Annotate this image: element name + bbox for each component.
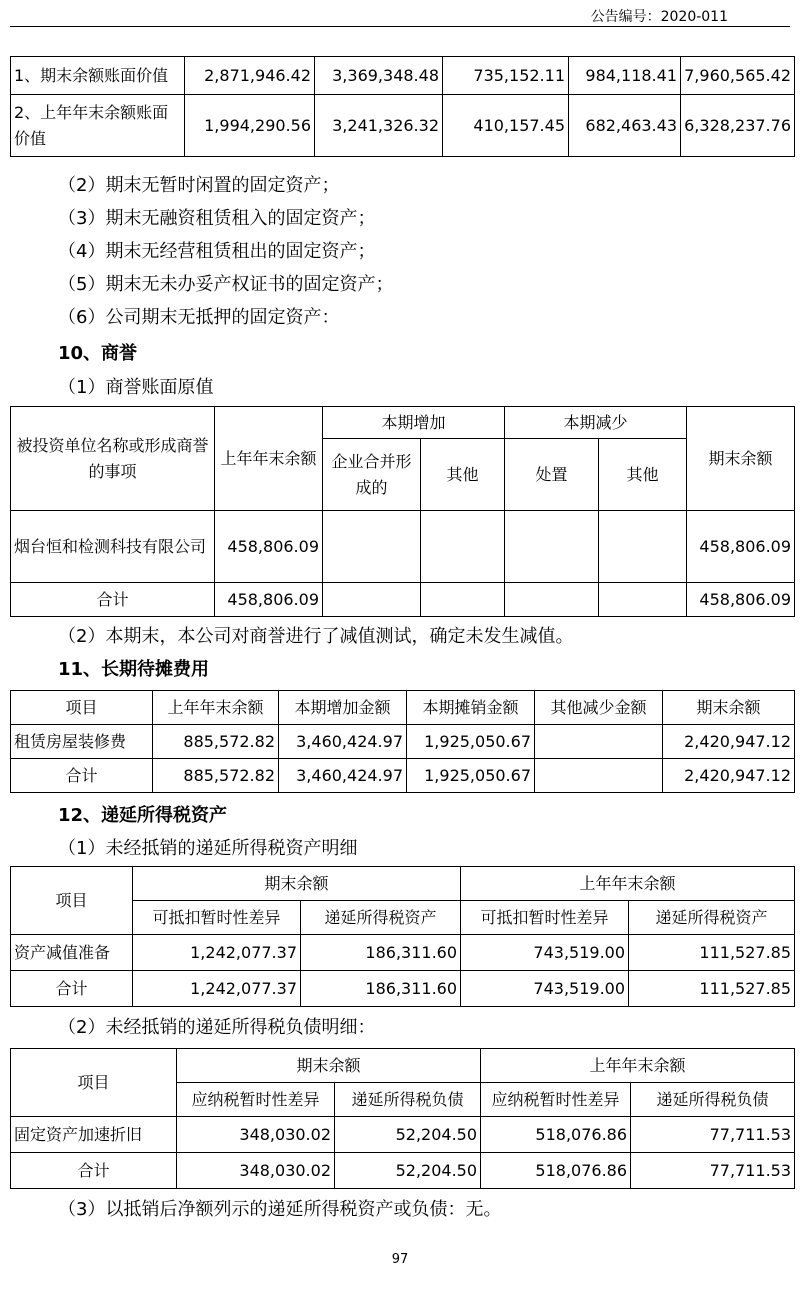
cell-value: 518,076.86 — [481, 1153, 631, 1189]
section-heading-dta: 12、递延所得税资产 — [58, 805, 228, 826]
row-label: 合计 — [11, 759, 153, 793]
cell-value: 6,328,237.76 — [681, 95, 795, 157]
header-increase: 本期增加金额 — [279, 691, 407, 725]
row-label: 烟台恒和检测科技有限公司 — [11, 511, 215, 583]
cell-value: 1,242,077.37 — [133, 935, 301, 971]
cell-value: 348,030.02 — [177, 1117, 335, 1153]
table-header-row — [11, 407, 795, 439]
header-deferred-tax-liability: 递延所得税负债 — [631, 1083, 795, 1117]
table-row — [11, 759, 795, 793]
cell-value — [535, 725, 663, 759]
cell-value: 735,152.11 — [443, 57, 569, 95]
cell-value: 518,076.86 — [481, 1117, 631, 1153]
header-entity: 被投资单位名称或形成商誉的事项 — [11, 407, 215, 511]
row-label: 1、期末余额账面价值 — [11, 57, 185, 95]
header-other-increase: 其他 — [421, 439, 505, 511]
table-row — [11, 511, 795, 583]
goodwill-subheading: （1）商誉账面原值 — [58, 377, 214, 398]
cell-value: 885,572.82 — [153, 759, 279, 793]
goodwill-note: （2）本期末，本公司对商誉进行了减值测试，确定未发生减值。 — [58, 626, 574, 647]
cell-value: 77,711.53 — [631, 1117, 795, 1153]
header-closing: 期末余额 — [133, 867, 461, 901]
table-row — [11, 583, 795, 617]
cell-value: 348,030.02 — [177, 1153, 335, 1189]
cell-value: 52,204.50 — [335, 1153, 481, 1189]
table-row — [11, 725, 795, 759]
header-opening: 上年年末余额 — [153, 691, 279, 725]
header-disposal: 处置 — [505, 439, 599, 511]
cell-value: 2,420,947.12 — [663, 725, 795, 759]
header-increase: 本期增加 — [323, 407, 505, 439]
header-deferred-tax-asset: 递延所得税资产 — [629, 901, 795, 935]
table-row — [11, 935, 795, 971]
header-other-decrease: 其他 — [599, 439, 687, 511]
cell-value: 458,806.09 — [215, 583, 323, 617]
table-header-row — [11, 691, 795, 725]
table-row — [11, 95, 795, 157]
cell-value: 984,118.41 — [569, 57, 681, 95]
header-decrease: 本期减少 — [505, 407, 687, 439]
header-deferred-tax-liability: 递延所得税负债 — [335, 1083, 481, 1117]
cell-value: 743,519.00 — [461, 935, 629, 971]
header-item: 项目 — [11, 867, 133, 935]
dta-subheading: （1）未经抵销的递延所得税资产明细 — [58, 838, 358, 859]
deferred-tax-liability-table — [10, 1048, 795, 1189]
fixed-asset-note: （6）公司期末无抵押的固定资产： — [58, 307, 340, 328]
fixed-asset-note: （5）期末无未办妥产权证书的固定资产； — [58, 274, 394, 295]
cell-value: 1,925,050.67 — [407, 725, 535, 759]
cell-value: 3,460,424.97 — [279, 725, 407, 759]
cell-value: 111,527.85 — [629, 935, 795, 971]
cell-value: 2,871,946.42 — [185, 57, 315, 95]
table-header-row — [11, 1049, 795, 1083]
cell-value: 743,519.00 — [461, 971, 629, 1007]
cell-value — [535, 759, 663, 793]
announcement-code: 公告编号：2020-011 — [590, 9, 728, 25]
header-opening: 上年年末余额 — [481, 1049, 795, 1083]
cell-value: 458,806.09 — [215, 511, 323, 583]
header-taxable-difference: 应纳税暂时性差异 — [177, 1083, 335, 1117]
table-header-row — [11, 867, 795, 901]
goodwill-table — [10, 406, 795, 617]
header-amortized: 本期摊销金额 — [407, 691, 535, 725]
cell-value: 7,960,565.42 — [681, 57, 795, 95]
cell-value: 1,925,050.67 — [407, 759, 535, 793]
cell-value: 682,463.43 — [569, 95, 681, 157]
row-label: 资产减值准备 — [11, 935, 133, 971]
fixed-asset-note: （4）期末无经营租赁租出的固定资产； — [58, 241, 376, 262]
fixed-asset-book-value-table — [10, 56, 795, 157]
section-heading-goodwill: 10、商誉 — [58, 343, 138, 364]
fixed-asset-note: （2）期末无暂时闲置的固定资产； — [58, 175, 340, 196]
cell-value: 52,204.50 — [335, 1117, 481, 1153]
fixed-asset-note: （3）期末无融资租赁租入的固定资产； — [58, 208, 376, 229]
header-deferred-tax-asset: 递延所得税资产 — [301, 901, 461, 935]
cell-value: 458,806.09 — [687, 583, 795, 617]
cell-value: 1,242,077.37 — [133, 971, 301, 1007]
table-row — [11, 1117, 795, 1153]
header-closing: 期末余额 — [177, 1049, 481, 1083]
cell-value: 2,420,947.12 — [663, 759, 795, 793]
header-deductible-difference: 可抵扣暂时性差异 — [461, 901, 629, 935]
cell-value: 410,157.45 — [443, 95, 569, 157]
section-heading-ltpe: 11、长期待摊费用 — [58, 659, 210, 680]
cell-value: 1,994,290.56 — [185, 95, 315, 157]
row-label: 2、上年年末余额账面价值 — [11, 95, 185, 157]
row-label: 合计 — [11, 1153, 177, 1189]
cell-value: 885,572.82 — [153, 725, 279, 759]
page-number: 97 — [391, 1252, 409, 1267]
table-row — [11, 971, 795, 1007]
cell-value: 186,311.60 — [301, 971, 461, 1007]
cell-value: 3,241,326.32 — [315, 95, 443, 157]
deferred-tax-net-note: （3）以抵销后净额列示的递延所得税资产或负债：无。 — [58, 1199, 502, 1220]
header-other-decrease: 其他减少金额 — [535, 691, 663, 725]
header-closing: 期末余额 — [687, 407, 795, 511]
cell-value: 186,311.60 — [301, 935, 461, 971]
deferred-tax-asset-table — [10, 866, 795, 1007]
ltpe-table — [10, 690, 795, 793]
header-closing: 期末余额 — [663, 691, 795, 725]
table-row — [11, 1153, 795, 1189]
cell-value: 458,806.09 — [687, 511, 795, 583]
header-opening: 上年年末余额 — [461, 867, 795, 901]
row-label: 租赁房屋装修费 — [11, 725, 153, 759]
header-deductible-difference: 可抵扣暂时性差异 — [133, 901, 301, 935]
row-label: 固定资产加速折旧 — [11, 1117, 177, 1153]
cell-value: 3,460,424.97 — [279, 759, 407, 793]
cell-value: 77,711.53 — [631, 1153, 795, 1189]
header-item: 项目 — [11, 691, 153, 725]
cell-value: 3,369,348.48 — [315, 57, 443, 95]
header-rule — [10, 26, 790, 27]
row-label: 合计 — [11, 583, 215, 617]
header-item: 项目 — [11, 1049, 177, 1117]
cell-value: 111,527.85 — [629, 971, 795, 1007]
header-opening: 上年年末余额 — [215, 407, 323, 511]
row-label: 合计 — [11, 971, 133, 1007]
header-merger: 企业合并形成的 — [323, 439, 421, 511]
dtl-subheading: （2）未经抵销的递延所得税负债明细： — [58, 1017, 376, 1038]
header-taxable-difference: 应纳税暂时性差异 — [481, 1083, 631, 1117]
table-row — [11, 57, 795, 95]
